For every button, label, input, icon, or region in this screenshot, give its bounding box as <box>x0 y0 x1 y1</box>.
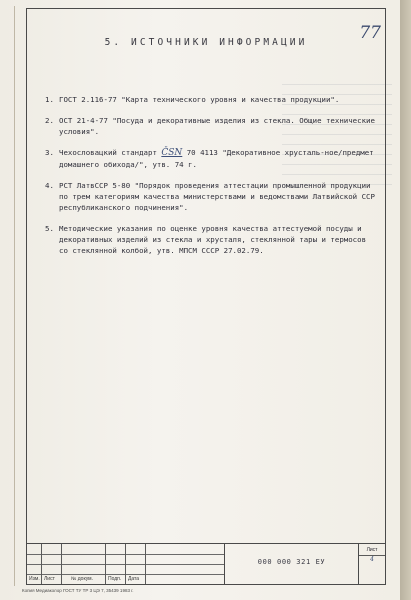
table-divider <box>125 544 126 584</box>
source-number: 4. <box>45 181 54 190</box>
table-divider <box>145 544 146 584</box>
source-item <box>45 180 375 213</box>
title-block-stamp <box>27 543 385 584</box>
sheet-number: 4 <box>370 556 374 563</box>
source-number: 5. <box>45 224 54 233</box>
stamp-header: Дата <box>128 576 140 582</box>
stamp-header: Лист <box>44 576 55 582</box>
source-number: 3. <box>45 148 54 157</box>
section-title: 5. ИСТОЧНИКИ ИНФОРМАЦИИ <box>104 37 308 48</box>
source-number: 2. <box>45 116 54 125</box>
sheet-box <box>358 544 385 584</box>
source-text: ОСТ 21-4-77 "Посуда и декоративные изделия из стекла. Общие технические условия". <box>59 116 375 136</box>
handwritten-insertion: ČSN <box>161 148 183 158</box>
source-text: РСТ ЛатвССР 5-80 "Порядок проведения аттестации промышленной продукции по трем категориям качества министерствами и ведомствами Латвийской ССР республиканского подчинения". <box>59 181 375 212</box>
source-text-part: 70 4113 "Декоративное хрусталь-ное/предмет домашнего обихода/", утв. 74 г. <box>59 148 374 169</box>
source-text: ГОСТ 2.116-77 "Карта технического уровня и качества продукции". <box>59 95 340 104</box>
stamp-header: Подп. <box>108 576 122 582</box>
table-divider <box>105 544 106 584</box>
stamp-header: № докум. <box>71 576 93 582</box>
stamp-header: Изм. <box>29 576 40 582</box>
sources-list <box>45 94 375 266</box>
printer-imprint: Копия Медиаколор ГОСТ ТУ ТР 3 ЦЭ 7, 35439 1983 г. <box>22 588 134 593</box>
document-code: 000 000 321 ЕУ <box>257 558 326 566</box>
source-text: Методические указания по оценке уровня качества аттестуемой посуды и декоративных изделий из стекла и хрусталя, стеклянной тары и термосов со стеклянной колбой, утв. МПСМ СССР 27.02.79. <box>59 224 367 255</box>
source-text-part: Чехословацкий стандарт <box>59 148 157 157</box>
revision-table <box>27 544 224 584</box>
source-text <box>59 147 375 170</box>
table-divider <box>41 544 42 584</box>
handwritten-page-number: 77 <box>359 23 381 43</box>
page-frame <box>26 8 386 585</box>
source-item <box>45 94 375 105</box>
source-number: 1. <box>45 95 54 104</box>
sheet-label: Лист <box>359 545 385 556</box>
source-item <box>45 147 375 170</box>
table-divider <box>61 544 62 584</box>
source-item <box>45 115 375 137</box>
binding-margin-line <box>0 6 15 586</box>
source-item <box>45 223 375 256</box>
scan-edge <box>400 0 411 600</box>
